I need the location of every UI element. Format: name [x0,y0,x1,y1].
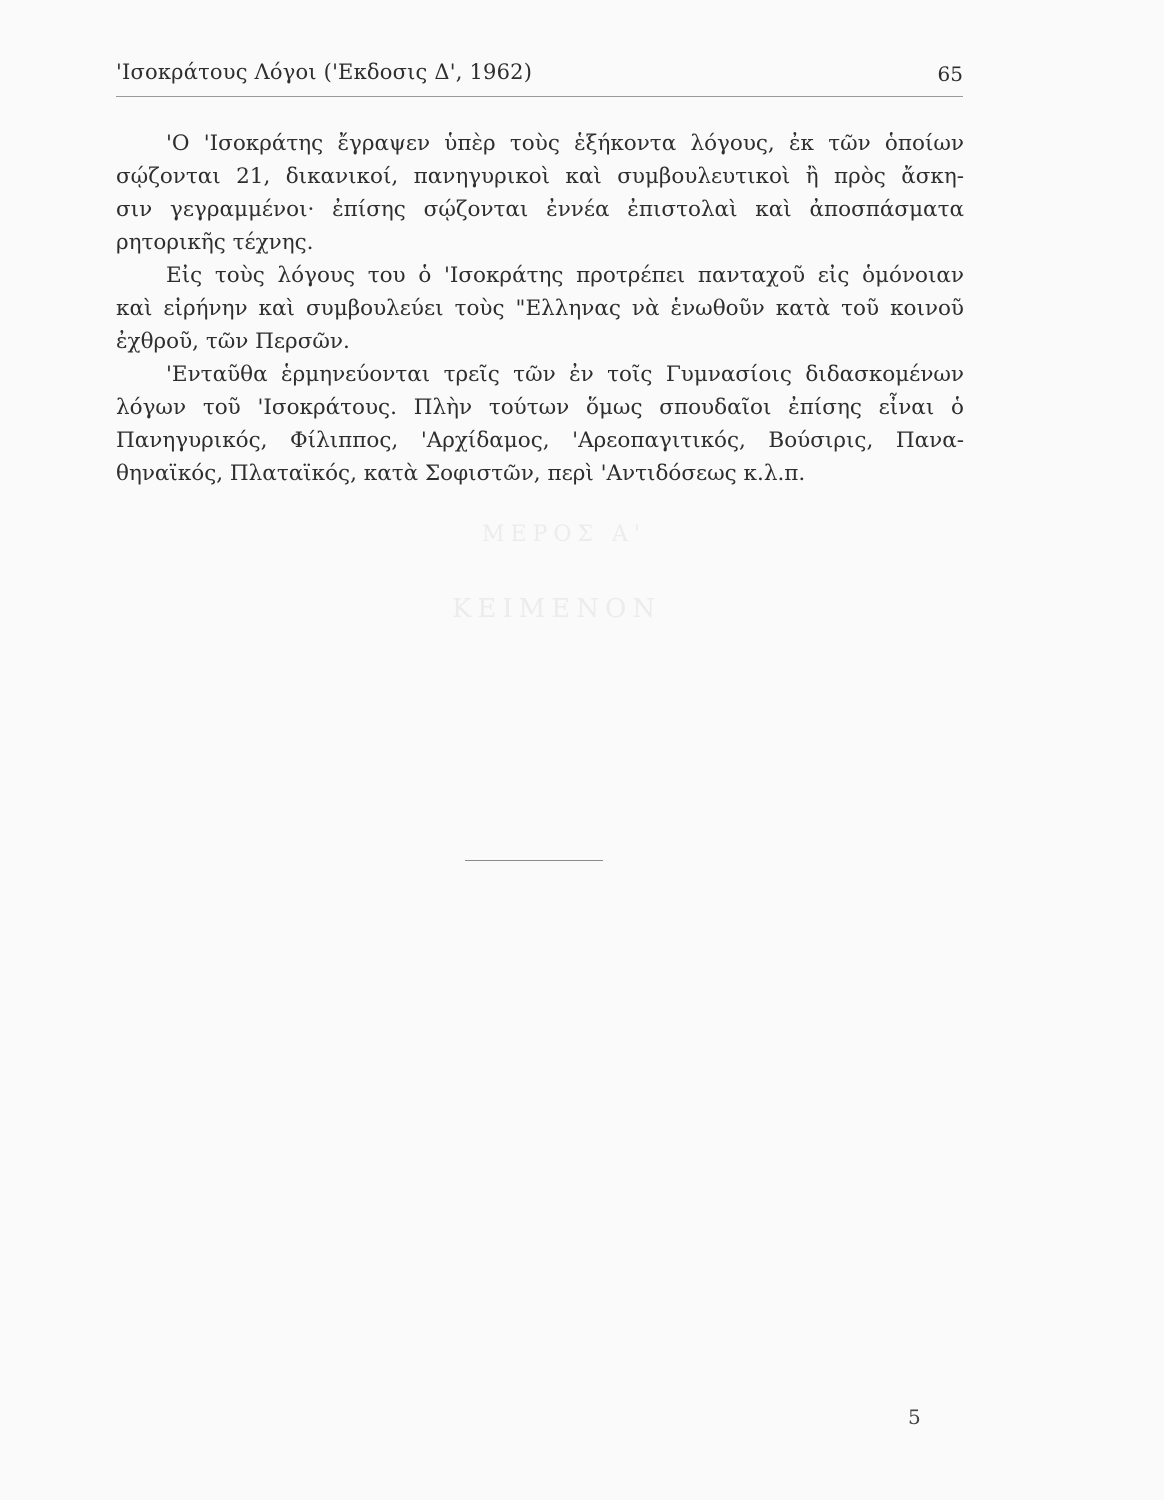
paragraph-1 [116,127,964,259]
text-line: θηναϊκός, Πλαταϊκός, κατὰ Σοφιστῶν, περὶ 'Αντιδόσεως κ.λ.π. [116,461,806,486]
running-title: 'Ισοκράτους Λόγοι ('Εκδοσις Δ', 1962) [116,60,533,84]
header-rule [116,96,963,97]
text-line: σῴζονται 21, δικανικοί, πανηγυρικοὶ καὶ συμβουλευτικοὶ ἢ πρὸς ἄσκη- [116,164,964,189]
paragraph-2 [116,259,964,358]
text-line: 'Ενταῦθα ἑρμηνεύονται τρεῖς τῶν ἐν τοῖς Γυμνασίοις διδασκομένων [166,362,964,387]
text-line: λόγων τοῦ 'Ισοκράτους. Πλὴν τούτων ὅμως σπουδαῖοι ἐπίσης εἶναι ὁ [116,395,964,420]
page-number: 65 [937,62,963,86]
show-through-heading-1: ΜΕΡΟΣ Α' [482,522,646,547]
text-line: καὶ εἰρήνην καὶ συμβουλεύει τοὺς "Ελληνας νὰ ἑνωθοῦν κατὰ τοῦ κοινοῦ [116,296,964,321]
text-line: ρητορικῆς τέχνης. [116,230,314,255]
signature-mark: 5 [908,1405,921,1429]
text-line: Εἰς τοὺς λόγους του ὁ 'Ισοκράτης προτρέπει πανταχοῦ εἰς ὁμόνοιαν [166,263,964,288]
text-line: σιν γεγραμμένοι· ἐπίσης σῴζονται ἐννέα ἐπιστολαὶ καὶ ἀποσπάσματα [116,197,964,222]
body-text [116,127,964,490]
text-line: 'Ο 'Ισοκράτης ἔγραψεν ὑπὲρ τοὺς ἑξήκοντα λόγους, ἐκ τῶν ὁποίων [166,131,964,156]
text-line: ἐχθροῦ, τῶν Περσῶν. [116,329,350,354]
paragraph-3 [116,358,964,490]
section-end-rule [465,860,603,861]
running-head [116,60,963,92]
text-line: Πανηγυρικός, Φίλιππος, 'Αρχίδαμος, 'Αρεοπαγιτικός, Βούσιρις, Πανα- [116,428,964,453]
show-through-heading-2: ΚΕΙΜΕΝΟΝ [452,594,662,624]
